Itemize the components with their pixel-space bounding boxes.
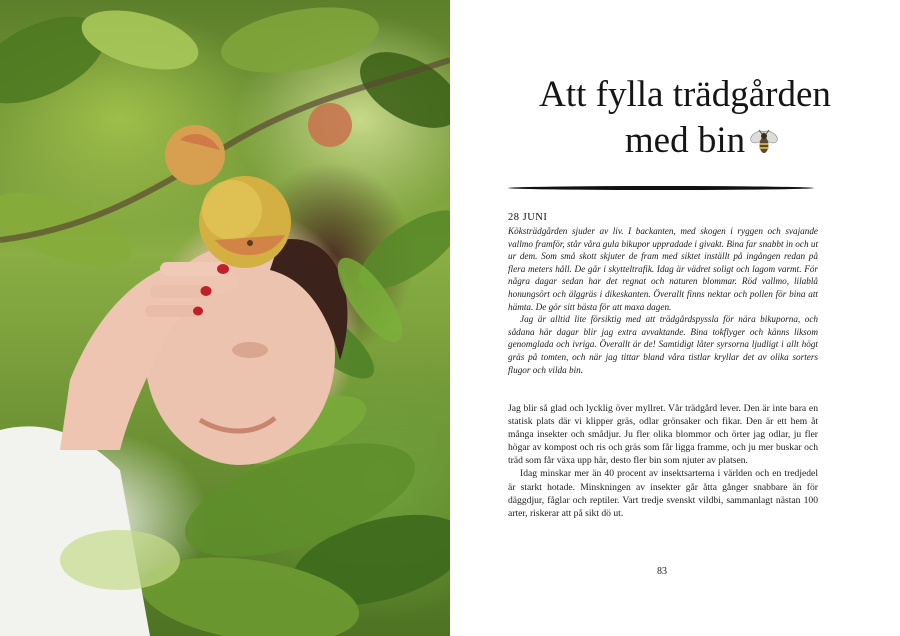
text-page <box>450 0 900 636</box>
diary-entry <box>508 225 818 376</box>
title-line-2: med bin <box>624 120 746 161</box>
entry-date: 28 JUNI <box>508 212 548 223</box>
bee-icon <box>748 126 780 158</box>
title-line-1: Att fylla trädgården <box>539 74 831 115</box>
body-text <box>508 402 818 520</box>
body-paragraph: Idag minskar mer än 40 procent av insektsarterna i världen och en tredjedel är starkt hotade. Minskningen av insekter går åtta gånger snabbare än för däggdjur, fåglar och reptiler. Vart tredje svenskt vildbi, sammanlagt nästan 100 arter, riskerar att på sikt dö ut. <box>508 468 818 519</box>
body-paragraph: Jag blir så glad och lycklig över myllret. Vår trädgård lever. Den är inte bara en statisk plats där vi klipper gräs, odlar grönsaker och fikar. Den är ett hem åt många insekter och smådjur. Ju fler olika blommor och örter jag odlar, ju fler högar av kompost och ris och gräs som får ligga framme, och ju mer buskar och träd som får växa upp här, desto fler bin som njuter av platsen. <box>508 403 818 467</box>
diary-paragraph: Köksträdgården sjuder av liv. I backanten, med skogen i ryggen och svajande vallmo framför, står våra gula bikupor uppradade i givakt. Bina far snabbt in och ut ur dem. Som små skott skjuter de fram med siktet inställt på ingången redan på flera meters håll. De går i skytteltrafik. Idag är vädret soligt och lagom varmt. För några dagar sedan har det regnat och naturen blommar. Röd vallmo, lilablå honungsört och älggräs i dikeskanten. Överallt finns nektar och pollen för bina att hämta. De gör sitt bästa för att maxa dagen. <box>508 226 818 312</box>
page-number: 83 <box>657 566 667 577</box>
title-rule <box>508 186 814 190</box>
diary-paragraph: Jag är alltid lite försiktig med att trädgårdspyssla för nära bikuporna, och sådana här dagar blir jag extra avvaktande. Bina tokflyger och känns liksom genomglada och ivriga. Överallt är de! Samtidigt låter syrsorna ljudligt i allt högt gräs på tomten, och när jag tittar bland våra tistlar kryllar det av olika sorters flugor och vilda bin. <box>508 314 818 375</box>
page-title <box>490 72 880 164</box>
